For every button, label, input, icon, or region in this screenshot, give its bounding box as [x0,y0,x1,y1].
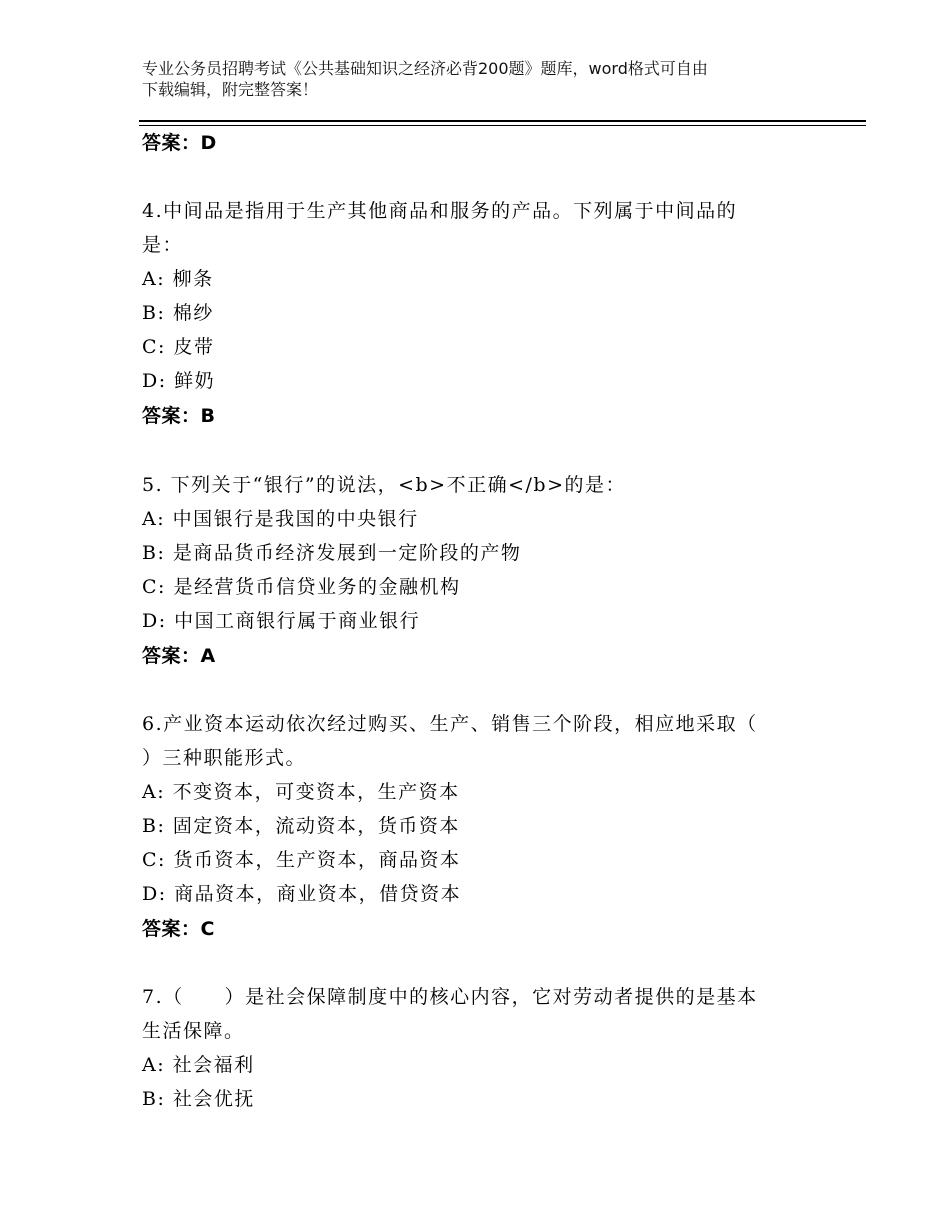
header-line-2: 下载编辑，附完整答案！ [142,80,319,99]
question-6-stem-line-2: ）三种职能形式。 [142,747,307,769]
question-7-stem-line-1: 7.（ ）是社会保障制度中的核心内容，它对劳动者提供的是基本 [142,986,758,1008]
question-4-answer: 答案：B [142,405,216,427]
question-5-option-d: D: 中国工商银行属于商业银行 [142,610,421,632]
header-line-1: 专业公务员招聘考试《公共基础知识之经济必背200题》题库，word格式可自由 [142,59,708,78]
question-6-option-a: A: 不变资本，可变资本，生产资本 [142,781,460,803]
question-5-option-b: B: 是商品货币经济发展到一定阶段的产物 [142,542,522,564]
question-7-option-a: A: 社会福利 [142,1054,255,1076]
question-7-stem-line-2: 生活保障。 [142,1020,245,1042]
question-4-option-a: A: 柳条 [142,268,214,290]
previous-answer: 答案：D [142,132,217,154]
question-6-stem-line-1: 6.产业资本运动依次经过购买、生产、销售三个阶段，相应地采取（ [142,713,758,735]
question-6-option-c: C: 货币资本，生产资本，商品资本 [142,849,461,871]
header-divider-thick [139,120,866,122]
question-5-answer: 答案：A [142,645,216,667]
document-header [142,58,822,100]
question-4-option-c: C: 皮带 [142,336,215,358]
question-5-option-a: A: 中国银行是我国的中央银行 [142,508,419,530]
question-4-stem-line-1: 4.中间品是指用于生产其他商品和服务的产品。下列属于中间品的 [142,200,738,222]
question-4-option-d: D: 鲜奶 [142,370,216,392]
question-6-answer: 答案：C [142,918,215,940]
question-7-option-b: B: 社会优抚 [142,1088,255,1110]
header-divider-thin [139,125,866,126]
question-4-option-b: B: 棉纱 [142,302,214,324]
question-6-option-b: B: 固定资本，流动资本，货币资本 [142,815,460,837]
question-4-stem-line-2: 是： [142,234,184,256]
question-5-stem-line-1: 5. 下列关于“银行”的说法，<b>不正确</b>的是： [142,474,627,496]
question-6-option-d: D: 商品资本，商业资本，借贷资本 [142,883,462,905]
question-5-option-c: C: 是经营货币信贷业务的金融机构 [142,576,461,598]
